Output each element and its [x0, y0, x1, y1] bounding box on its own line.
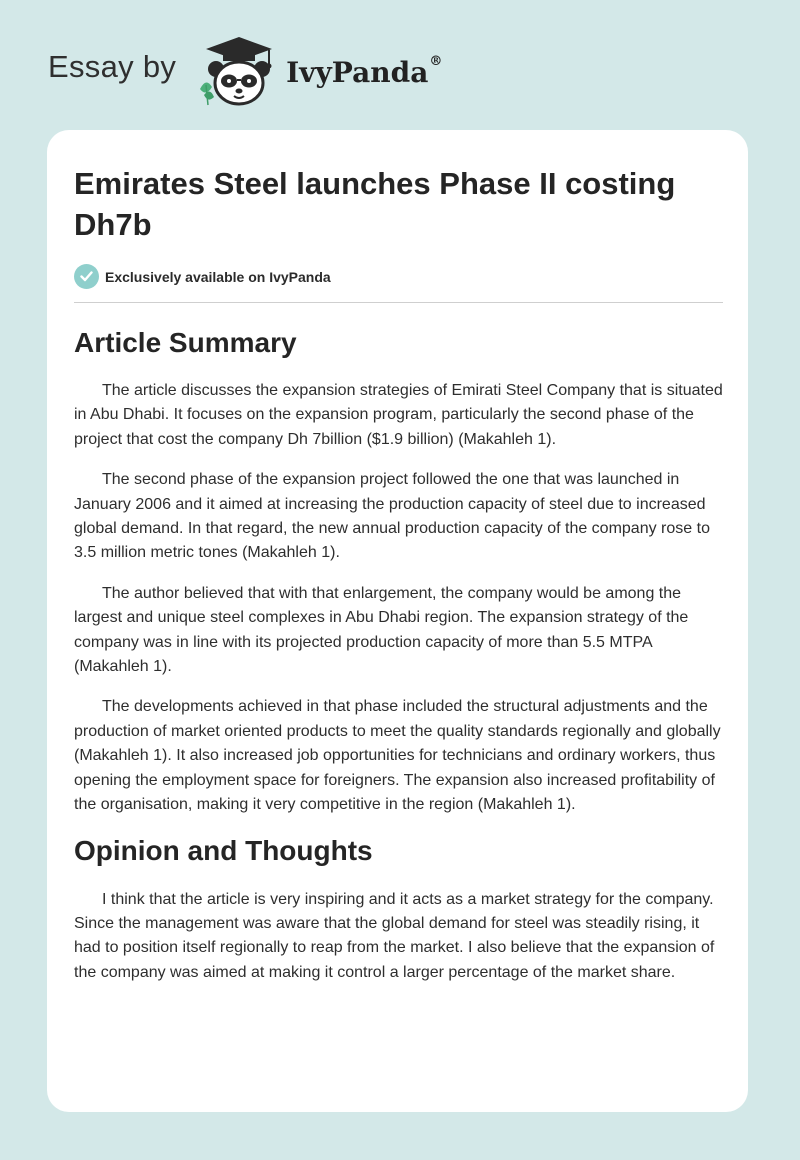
paragraph: I think that the article is very inspiring and it acts as a market strategy for the company. Since the management was aware that the global demand for steel was steadily rising, it had to position itself regionally to reap from the market. I also believe that the expansion of the company was aimed at making it control a larger percentage of the market share. [74, 890, 715, 981]
article-title: Emirates Steel launches Phase II costing Dh7b [74, 166, 676, 242]
brand-name[interactable] [286, 53, 443, 89]
site-header [48, 30, 442, 110]
registered-mark: ® [429, 53, 443, 69]
paragraph: The second phase of the expansion project followed the one that was launched in January 2006 and it aimed at increasing the production capacity of steel due to increased global demand. In that regard, the new annual production capacity of the company rose to 3.5 million metric tones (Makahleh 1). [74, 471, 710, 562]
exclusive-label: Exclusively available on IvyPanda [105, 268, 331, 285]
section-heading-summary: Article Summary [74, 327, 297, 358]
article-content [74, 163, 723, 985]
check-circle-icon [74, 264, 99, 289]
panda-graduate-icon[interactable] [192, 31, 282, 109]
paragraph: The author believed that with that enlargement, the company would be among the largest and unique steel complexes in Abu Dhabi region. The expansion strategy of the company was in line with its projected production capacity of more than 5.5 MTPA (Makahleh 1). [74, 584, 689, 676]
summary-paragraphs [74, 379, 723, 818]
section-heading-opinion: Opinion and Thoughts [74, 834, 373, 866]
exclusive-badge [74, 264, 723, 303]
article-card [47, 130, 748, 1112]
brand-name-text: IvyPanda [286, 55, 429, 89]
essay-by-label: Essay by [48, 49, 177, 84]
paragraph: The article discusses the expansion strategies of Emirati Steel Company that is situated in Abu Dhabi. It focuses on the expansion program, particularly the second phase of the project that cost the company Dh 7billion ($1.9 billion) (Makahleh 1). [74, 382, 723, 448]
opinion-paragraphs [74, 888, 723, 986]
paragraph: The developments achieved in that phase included the structural adjustments and the production of market oriented products to meet the quality standards regionally and globally (Makahleh 1). It also increased job opportunities for technicians and ordinary workers, thus opening the employment space for foreigners. The expansion also increased profitability of the organisation, making it very competitive in the region (Makahleh 1). [74, 698, 721, 814]
